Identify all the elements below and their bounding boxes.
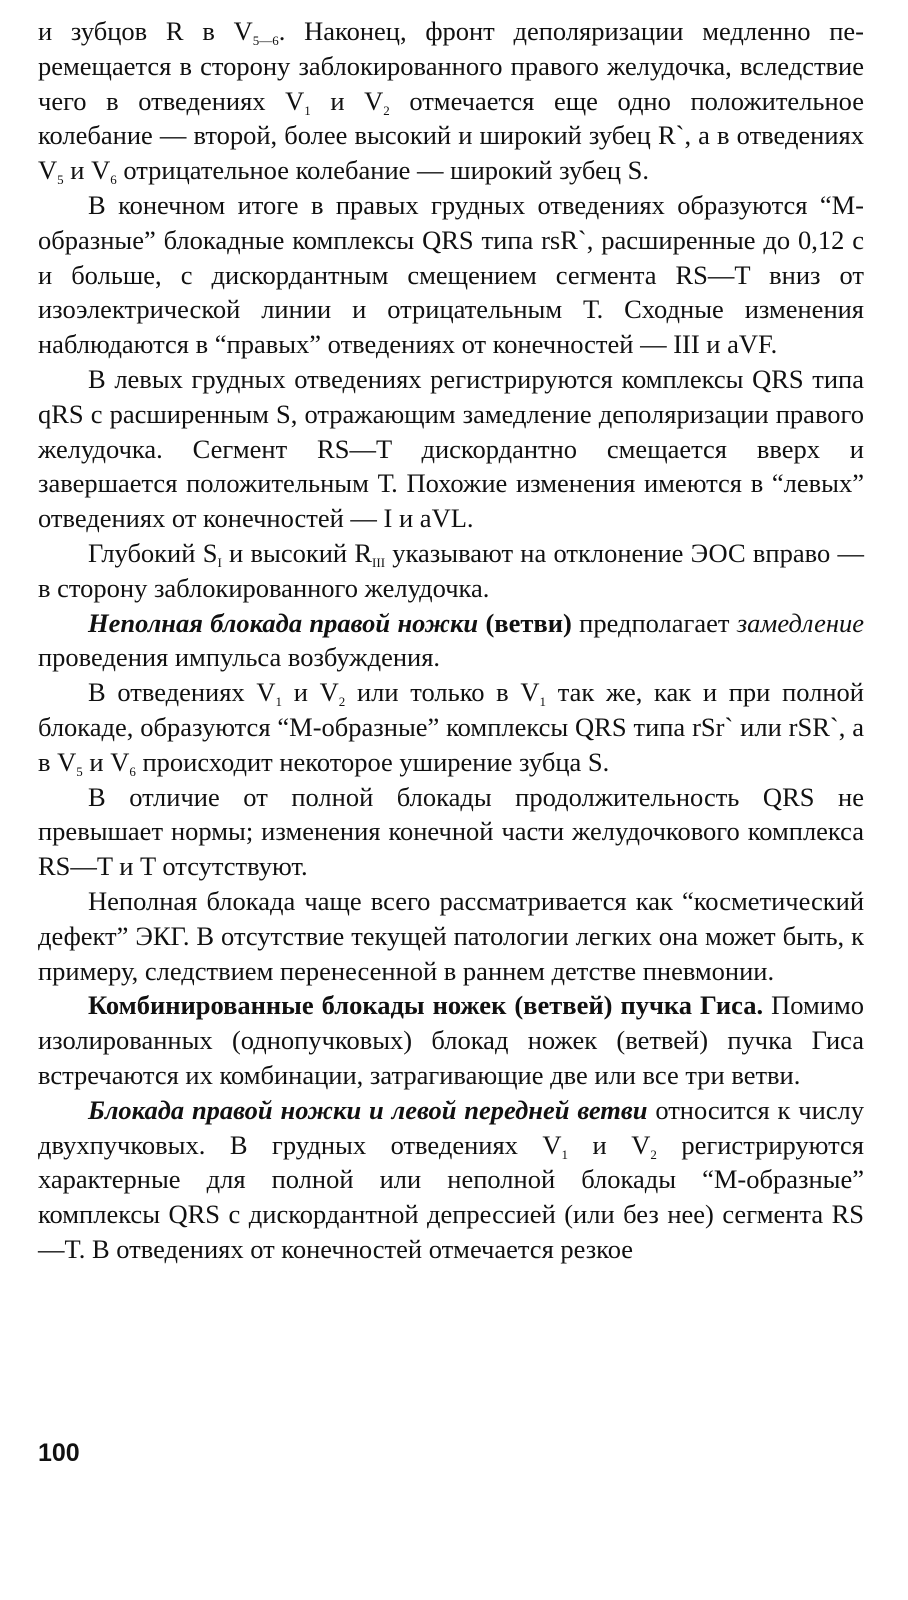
text-run: . Наконец, фронт деполяризации медленно перемещается в сторону заблокированного правого желудочка, вследствие чего в отведениях V (38, 16, 864, 116)
subscript: 2 (383, 102, 390, 118)
text-run: отмечается еще одно положительное колебание — второй, более высокий и широкий зубец R`, а в отведениях V (38, 85, 865, 186)
subscript: 5—6 (252, 33, 279, 48)
bold-term: Комбинированные блокады ножек (ветвей) пучка Гиса. (88, 990, 764, 1021)
paragraph-5 (38, 606, 864, 676)
text-run: Помимо изолированных (однопучковых) блокад ножек (ветвей) пучка Гиса встречаются их комбинации, затрагивающие две или все три ветви. (38, 990, 864, 1090)
text-run: В отличие от полной блокады продолжительность QRS не превышает нормы; изменения конечной части желудочкового комплекса RS—T и T отсутствуют. (38, 781, 864, 882)
paragraph-10 (38, 1093, 864, 1267)
subscript: 1 (275, 694, 283, 710)
bold-term: (ветви) (478, 607, 572, 638)
text-run: так же, как и при полной блокаде, образуются “М-образные” комплексы QRS типа rSr` или rSR`, а в V (38, 677, 864, 777)
paragraph-3 (38, 362, 864, 536)
text-run: отрицательное колебание — широкий зубец S. (116, 155, 649, 186)
text-run: Глубокий S (88, 537, 218, 568)
subscript: 6 (129, 763, 136, 779)
subscript: 6 (110, 172, 117, 188)
text-run: В отведениях V (88, 677, 276, 708)
paragraph-8 (38, 884, 864, 988)
text-run: и V (82, 746, 130, 777)
page-body (38, 14, 864, 1267)
paragraph-4 (38, 536, 864, 606)
text-run: предполагает (571, 607, 737, 638)
bold-italic-term: Блокада правой ножки и левой передней ветви (88, 1094, 648, 1125)
text-run: и V (63, 155, 111, 186)
subscript: III (372, 554, 386, 570)
paragraph-6 (38, 675, 864, 779)
text-run: и V (282, 677, 339, 708)
text-run: и зубцов R в V (38, 16, 253, 46)
text-run: указывают на отклонение ЭОС вправо — в сторону заблокированного желудочка. (38, 537, 864, 603)
paragraph-1 (38, 14, 864, 188)
page-number: 100 (38, 1439, 80, 1467)
subscript: 5 (57, 172, 64, 188)
paragraph-7 (38, 780, 864, 884)
text-run: проведения импульса возбуждения. (38, 642, 441, 673)
text-run: происходит некоторое уширение зубца S. (135, 746, 610, 777)
text-run: или только в V (345, 677, 540, 708)
subscript: 1 (561, 1146, 569, 1162)
paragraph-2 (38, 188, 864, 362)
text-run: регистрируются характерные для полной или неполной блокады “М-образные” комплексы QRS с дискордантной депрессией (или без нее) сегмента RS—T. В отведениях от конечностей отмечается резкое (38, 1129, 864, 1264)
bold-italic-term: Неполная блокада правой ножки (88, 607, 479, 638)
text-run: В левых грудных отведениях регистрируются комплексы QRS типа qRS с расширенным S, отражающим замедление деполяризации правого желудочка. Сегмент RS—T дискордантно смещается вверх и завершается положительным Т. Похожие изменения имеются в “левых” отведениях от конечностей — I и aVL. (38, 363, 864, 534)
italic-term: замедление (736, 607, 864, 638)
subscript: 2 (338, 694, 346, 710)
text-run: и высокий R (221, 537, 373, 568)
paragraph-9 (38, 988, 864, 1092)
subscript: 2 (650, 1146, 657, 1162)
subscript: 5 (76, 763, 83, 779)
subscript: 1 (304, 102, 311, 118)
text-run: относится к числу двухпучковых. В грудных отведениях V (38, 1094, 864, 1160)
subscript: 1 (539, 694, 547, 710)
text-run: и V (310, 85, 384, 116)
subscript: I (217, 554, 222, 570)
text-run: Неполная блокада чаще всего рассматривается как “косметический дефект” ЭКГ. В отсутствие текущей патологии легких она может быть, к примеру, следствием перенесенной в раннем детстве пневмонии. (38, 885, 864, 986)
text-run: и V (568, 1129, 651, 1160)
text-run: В конечном итоге в правых грудных отведениях образуются “М-образные” блокадные комплексы QRS типа rsR`, расширенные до 0,12 с и больше, с дискордантным смещением сегмента RS—T вниз от изоэлектрической линии и отрицательным Т. Сходные изменения наблюдаются в “правых” отведениях от конечностей — III и aVF. (38, 189, 864, 360)
